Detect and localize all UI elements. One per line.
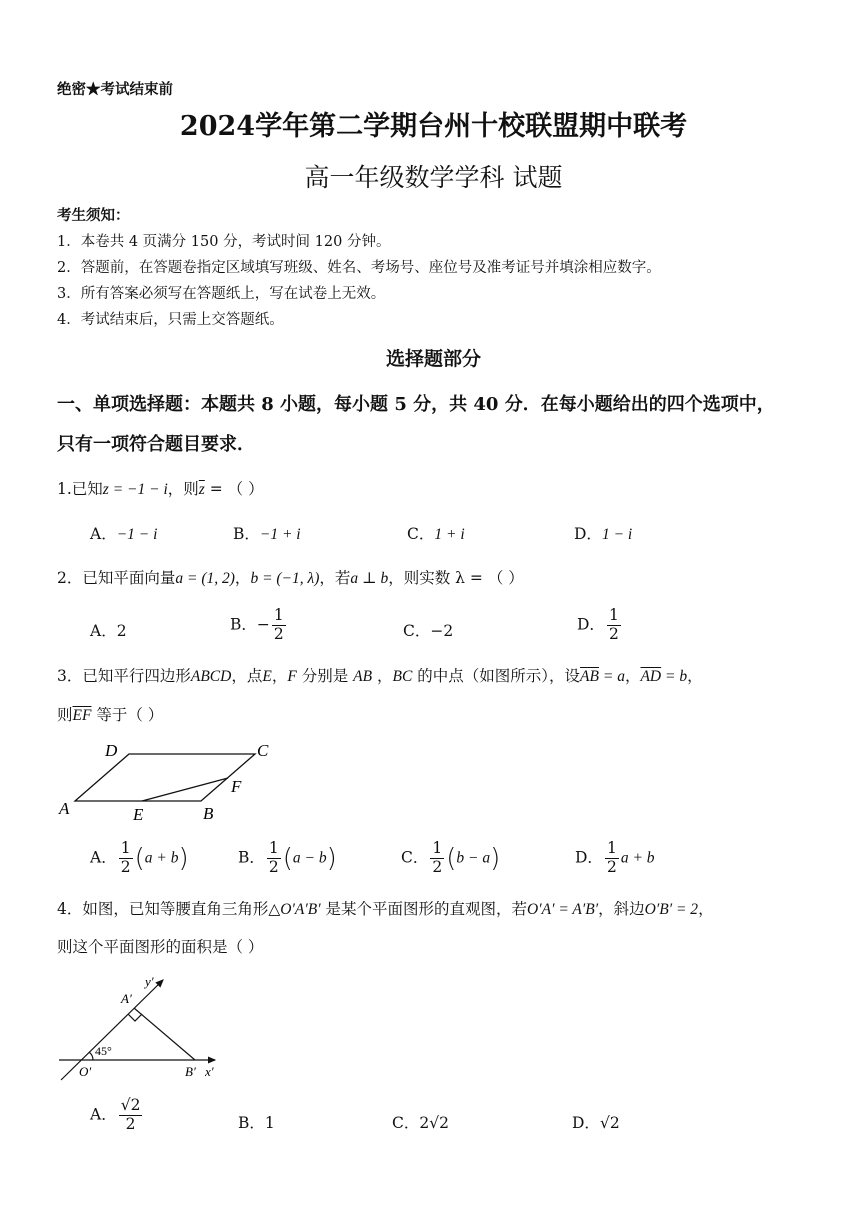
q3-text: ， [271,667,288,685]
option-label: B． [238,848,265,867]
confidential-mark: 绝密★考试结束前 [57,81,173,98]
option-text: 1 + i [434,526,465,543]
label-e: E [133,805,144,824]
q4-text: 4．如图，已知等腰直角三角形△ [57,900,281,918]
q2-option-c [403,619,453,641]
right-paren: ) [326,843,337,874]
right-paren: ) [178,843,189,874]
q3-text: ， [624,667,641,685]
q3-text: ， [372,667,393,685]
notice-heading: 考生须知： [57,207,130,224]
fraction-denominator: 2 [268,857,279,876]
q2-prefix: 2．已知平面向量 [57,569,176,587]
label-a-prime: A′ [121,991,132,1006]
part1-instruction: 一、单项选择题：本题共 8 小题，每小题 5 分，共 40 分．在每小题给出的四个选项中， [57,394,775,415]
option-label: A． [90,1105,117,1124]
fraction-denominator: 2 [273,624,284,643]
option-label: C． [407,525,435,543]
option-label: D． [577,615,605,634]
q2-option-d [577,607,623,644]
option-label: B． [238,1114,265,1132]
q1-tail: = （ ） [204,480,264,498]
q2-cond-pre: ，若 [319,569,351,587]
q3-option-d [575,840,655,877]
notice-item: 2．答题前，在答题卷指定区域填写班级、姓名、考场号、座位号及准考证号并填涂相应数字。 [57,260,661,276]
option-text: −1 − i [116,526,158,543]
fraction [272,607,286,644]
question-3 [57,664,703,686]
q3-abcd: ABCD [190,668,232,685]
q1-option-a [90,522,157,544]
option-expr: a + b [144,849,179,867]
right-paren: ) [490,843,501,874]
fraction-denominator: 2 [120,857,131,876]
q2-condition: a ⊥ b [350,570,389,587]
q1-expr: z = −1 − i [102,481,168,498]
option-text: −1 + i [259,526,301,543]
label-d: D [105,741,118,760]
option-expr: a − b [292,849,327,867]
q3-text: ， [687,667,703,685]
q3-text: 3．已知平行四边形 [57,667,191,685]
q4-text: ，斜边 [598,900,645,918]
q3-option-b [238,840,337,877]
notice-item: 1．本卷共 4 页满分 150 分，考试时间 120 分钟。 [57,234,391,250]
fraction-numerator: 1 [608,606,619,624]
q4-option-c [392,1111,449,1133]
fraction-denominator: 2 [432,857,443,876]
fraction-denominator: 2 [125,1114,136,1133]
option-expr: b − a [456,849,491,867]
label-y-axis: y′ [145,974,154,989]
left-paren: ( [282,843,293,874]
q2-option-b [230,607,288,644]
option-label: C． [403,622,431,640]
fraction-numerator: 1 [432,839,443,857]
option-label: A． [90,525,117,543]
q3-eq-a: = a [598,668,625,685]
part1-instruction-cont: 只有一项符合题目要求． [57,434,255,455]
option-label: C． [392,1114,420,1132]
label-a: A [59,799,70,818]
fraction-numerator: 1 [273,606,284,624]
option-label: B． [233,525,260,543]
option-text: 1 − i [601,526,633,543]
question-2: 2．已知平面向量a = (1, 2)，b = (−1, λ)，若a ⊥ b，则实数 λ = （ ） [57,569,524,587]
fraction [119,840,133,877]
option-label: A． [90,622,117,640]
option-label: A． [90,848,117,867]
option-text: 1 [264,1114,275,1132]
option-text: 2√2 [419,1114,449,1132]
option-expr: a + b [620,849,655,867]
q3-seg-bc: BC [392,668,413,685]
q1-conj: $\overline{z}$ [198,481,205,498]
option-label: C． [401,848,429,867]
option-text: −2 [430,622,454,640]
q3-text: 则 [57,706,73,724]
q4-eq2: O′B′ = 2 [644,901,699,918]
label-b: B [203,804,214,823]
option-label: D． [575,848,603,867]
option-sign: − [256,615,270,634]
q3-option-c [401,840,500,877]
q3-eq-b: = b [661,668,688,685]
fraction [605,840,619,877]
label-angle: 45° [95,1044,112,1058]
q3-point-f: F [287,668,297,685]
q3-text: ，点 [231,667,263,685]
section-title: 选择题部分 [385,348,481,370]
q4-triangle: O′A′B′ [280,901,321,918]
q2-tail: ，则实数 λ = （ ） [388,569,524,587]
notice-item: 4．考试结束后，只需上交答题纸。 [57,312,284,328]
option-label: D． [572,1114,600,1132]
label-c: C [257,741,269,760]
option-label: B． [230,615,257,634]
q4-option-a [90,1097,144,1134]
fraction [607,607,621,644]
q4-option-b [238,1111,275,1133]
q1-option-d [574,522,632,544]
label-b-prime: B′ [185,1064,196,1079]
q2-vector-b: b = (−1, λ) [250,570,320,587]
q1-option-c [407,522,465,544]
q3-seg-ab: AB [353,668,373,685]
q3-point-e: E [262,668,272,685]
q2-vector-a: a = (1, 2) [175,570,235,587]
left-paren: ( [134,843,145,874]
fraction-numerator: 1 [268,839,279,857]
parallelogram-figure [55,738,285,828]
fraction-denominator: 2 [608,624,619,643]
exam-subtitle: 高一年级数学学科 试题 [304,163,563,192]
fraction [119,1097,143,1134]
question-3-cont [57,703,163,725]
q3-option-a [90,840,189,877]
q3-text: 的中点（如图所示），设 [412,667,581,685]
q3-vec-ab: $\overline{AB}$ [580,668,599,685]
label-f: F [231,777,242,796]
option-text: 2 [116,622,127,640]
q1-option-b [233,522,301,544]
fraction-numerator: 1 [606,839,617,857]
q1-prefix: 1.已知 [57,480,103,498]
q1-mid: ，则 [167,480,199,498]
question-4 [57,897,714,919]
q3-text: 等于（ ） [91,706,164,724]
label-o-prime: O′ [79,1064,92,1079]
fraction-denominator: 2 [606,857,617,876]
q2-option-a [90,619,127,641]
option-label: D． [574,525,602,543]
q4-option-d [572,1111,620,1133]
q4-eq1: O′A′ = A′B′ [527,901,599,918]
question-4-cont: 则这个平面图形的面积是（ ） [57,938,264,956]
left-paren: ( [446,843,457,874]
question-1 [57,477,264,499]
q3-vec-ef: $\overline{EF}$ [72,707,92,724]
q4-text: ， [698,900,714,918]
q4-text: 是某个平面图形的直观图，若 [320,900,528,918]
exam-title: 2024学年第二学期台州十校联盟期中联考 [179,111,688,142]
triangle-figure [55,968,230,1086]
fraction [267,840,281,877]
fraction [430,840,444,877]
label-x-axis: x′ [205,1064,214,1079]
option-text: √2 [599,1114,620,1132]
q3-vec-ad: $\overline{AD}$ [640,668,662,685]
notice-item: 3．所有答案必须写在答题纸上，写在试卷上无效。 [57,286,386,302]
q3-text: 分别是 [296,667,354,685]
fraction-numerator: 1 [120,839,131,857]
fraction-numerator: √2 [120,1096,141,1114]
